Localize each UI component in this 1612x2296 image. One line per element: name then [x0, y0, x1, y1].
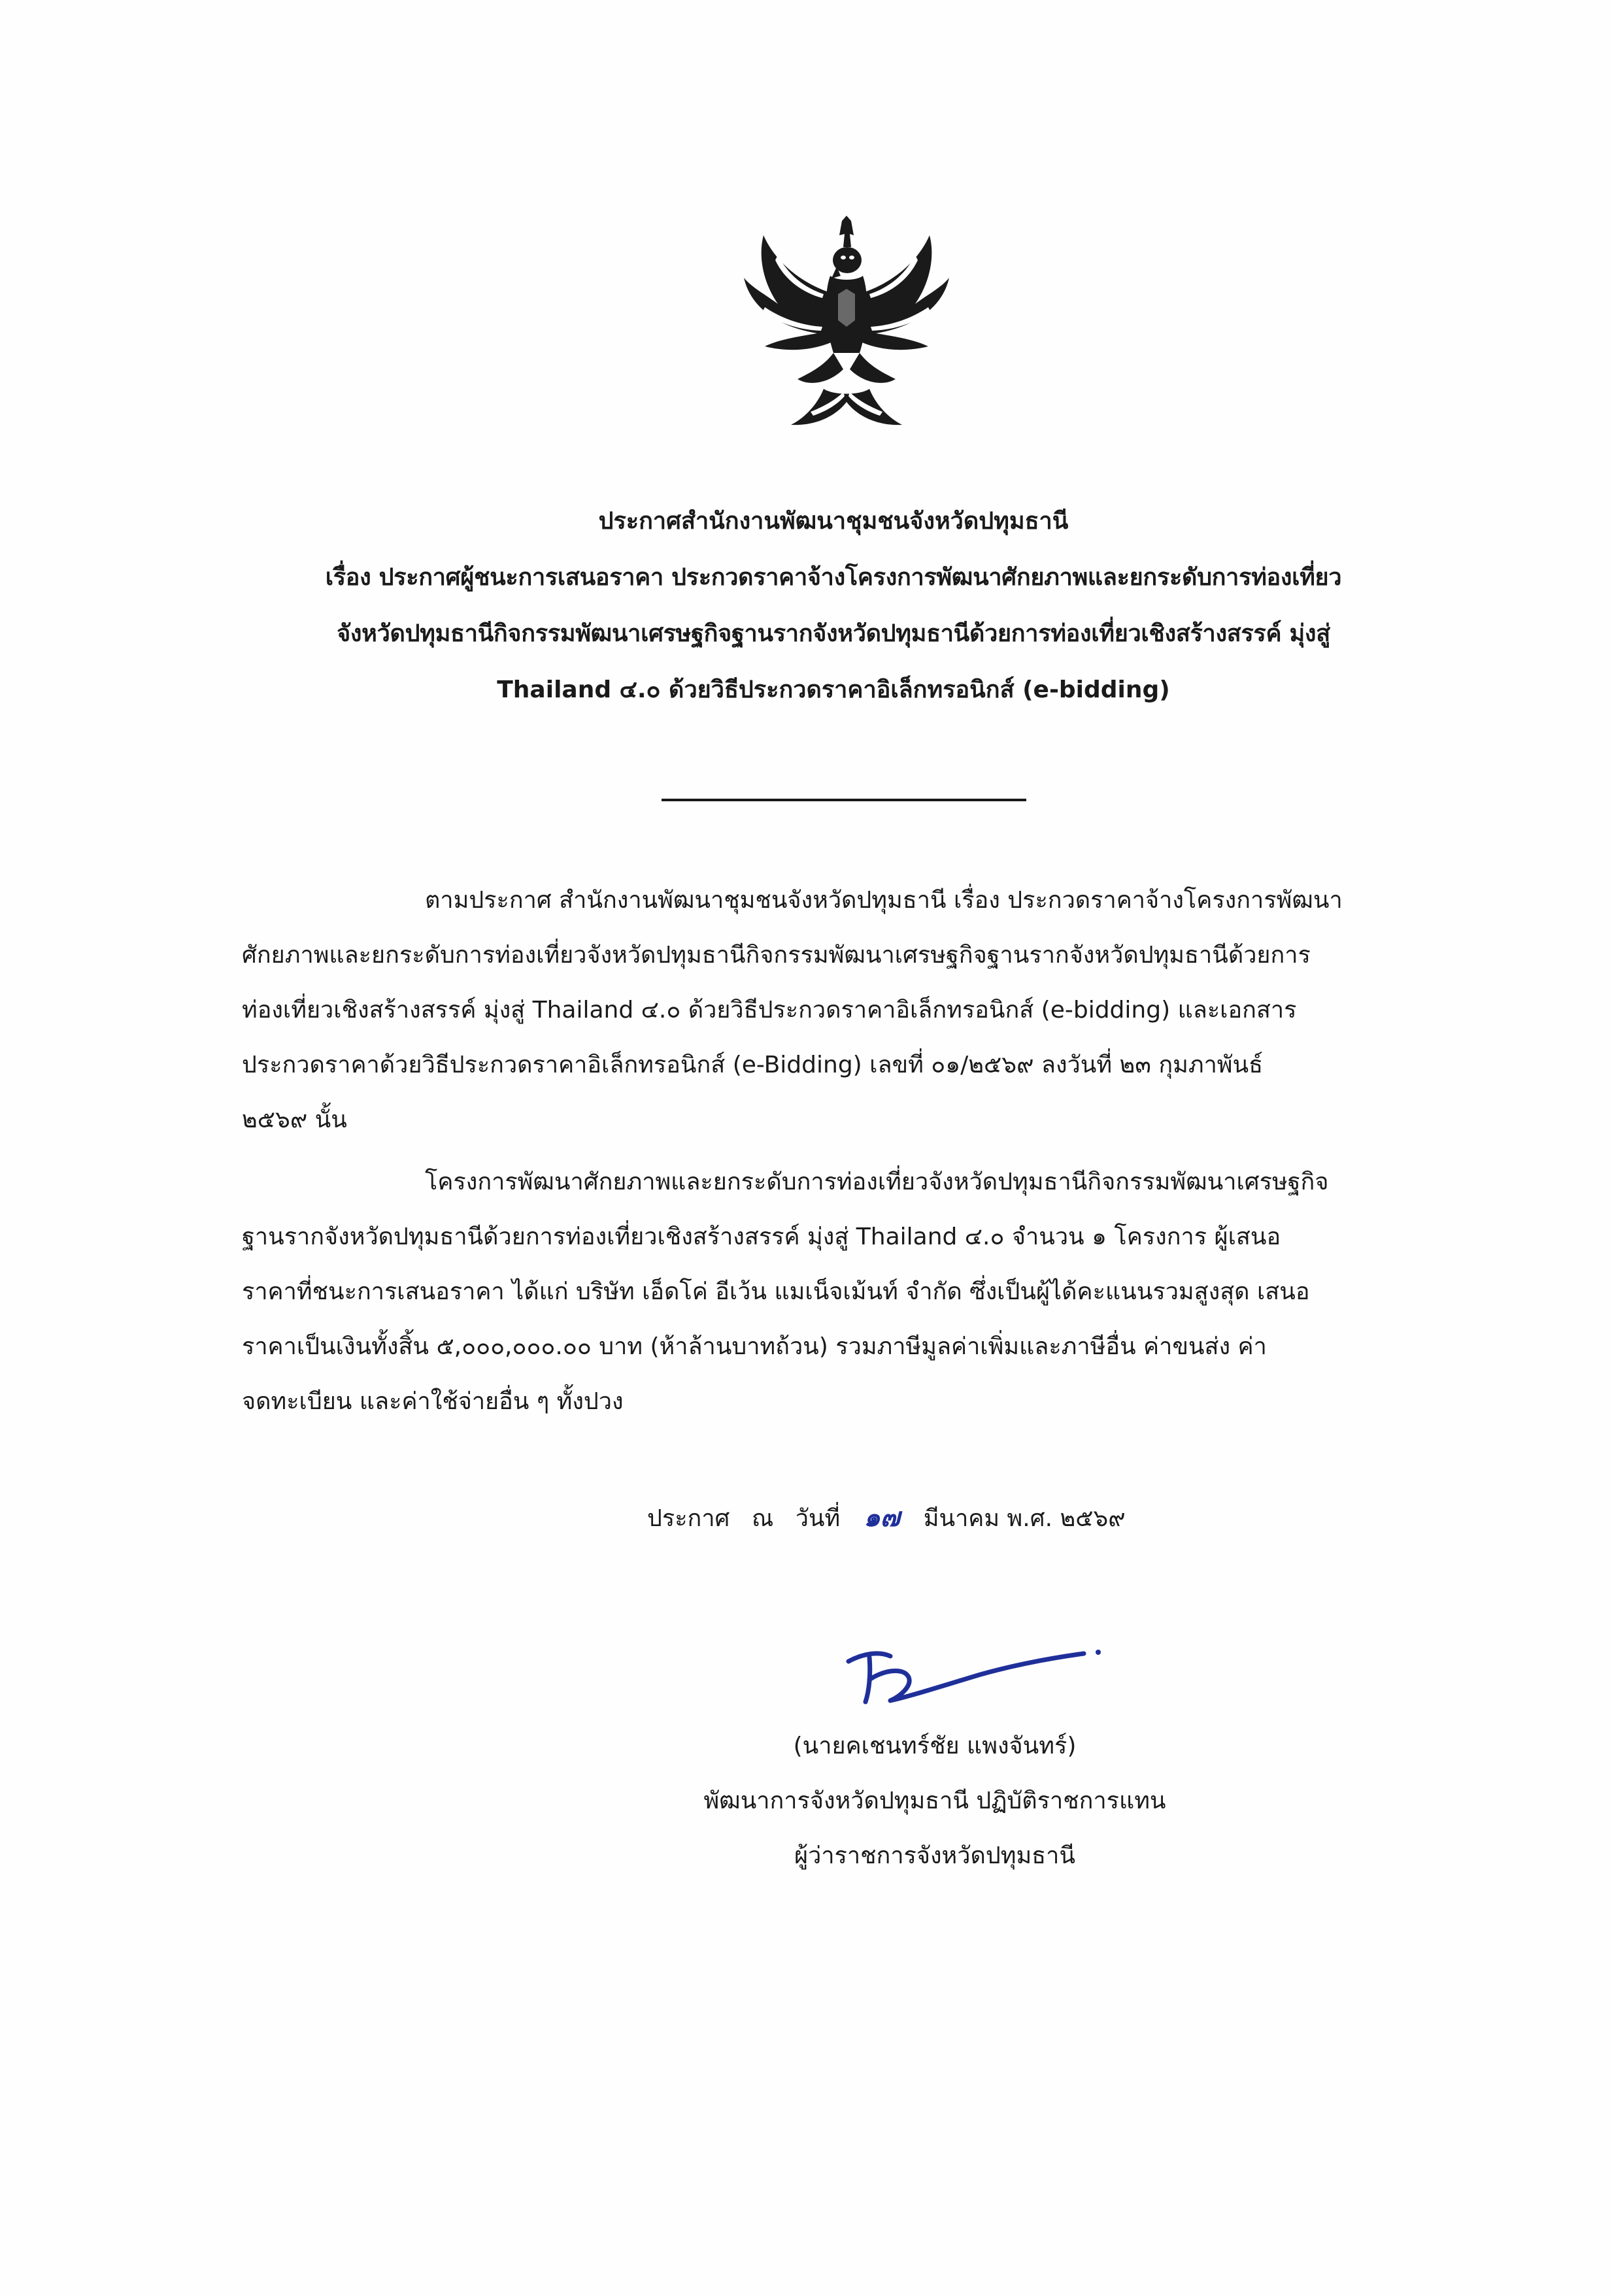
heading-subject-line-1: เรื่อง ประกาศผู้ชนะการเสนอราคา ประกวดราคาจ้างโครงการพัฒนาศักยภาพและยกระดับการท่องเที่ยว	[325, 564, 1342, 591]
handwritten-signature	[843, 1634, 1105, 1712]
handwritten-day: ๑๗	[864, 1503, 900, 1533]
paragraph-line: ฐานรากจังหวัดปทุมธานีด้วยการท่องเที่ยวเชิงสร้างสรรค์ มุ่งสู่ Thailand ๔.๐ จำนวน ๑ โครงการ ผู้เสนอ	[242, 1223, 1281, 1250]
document-heading	[235, 493, 1432, 718]
paragraph-line: ราคาที่ชนะการเสนอราคา ได้แก่ บริษัท เอ็ดโค่ อีเว้น แมเน็จเม้นท์ จำกัด ซึ่งเป็นผู้ได้คะแนนรวมสูงสุด เสนอ	[242, 1278, 1310, 1305]
signer-name: (นายคเชนทร์ชัย แพงจันทร์)	[793, 1733, 1077, 1759]
garuda-emblem-icon	[739, 216, 954, 441]
heading-title: ประกาศสำนักงานพัฒนาชุมชนจังหวัดปทุมธานี	[598, 508, 1069, 535]
heading-subject-line-2: จังหวัดปทุมธานีกิจกรรมพัฒนาเศรษฐกิจฐานรากจังหวัดปทุมธานีด้วยการท่องเที่ยวเชิงสร้างสรรค์ มุ่งสู่	[337, 620, 1330, 647]
paragraph-line: ๒๕๖๙ นั้น	[242, 1106, 347, 1133]
paragraph-line: ประกวดราคาด้วยวิธีประกวดราคาอิเล็กทรอนิกส์ (e-Bidding) เลขที่ ๐๑/๒๕๖๙ ลงวันที่ ๒๓ กุมภาพันธ์	[242, 1052, 1264, 1078]
announce-month-year: มีนาคม พ.ศ. ๒๕๖๙	[923, 1505, 1126, 1532]
announce-at: ณ	[751, 1505, 774, 1532]
paragraph-line: โครงการพัฒนาศักยภาพและยกระดับการท่องเที่ยวจังหวัดปทุมธานีกิจกรรมพัฒนาเศรษฐกิจ	[425, 1169, 1329, 1195]
paragraph-line: ราคาเป็นเงินทั้งสิ้น ๕,๐๐๐,๐๐๐.๐๐ บาท (ห้าล้านบาทถ้วน) รวมภาษีมูลค่าเพิ่มและภาษีอื่น ค่าขนส่ง ค่า	[242, 1333, 1267, 1360]
signer-block	[693, 1719, 1177, 1884]
announce-day-label: วันที่	[795, 1505, 841, 1532]
paragraph-line: ตามประกาศ สำนักงานพัฒนาชุมชนจังหวัดปทุมธานี เรื่อง ประกวดราคาจ้างโครงการพัฒนา	[425, 887, 1343, 914]
paragraph-line: จดทะเบียน และค่าใช้จ่ายอื่น ๆ ทั้งปวง	[242, 1388, 624, 1415]
announcement-date	[647, 1490, 1140, 1546]
heading-divider	[662, 799, 1026, 801]
paragraph-line: ท่องเที่ยวเชิงสร้างสรรค์ มุ่งสู่ Thailand ๔.๐ ด้วยวิธีประกวดราคาอิเล็กทรอนิกส์ (e-bidding) และเอกสาร	[242, 997, 1297, 1023]
signer-position-on-behalf: ผู้ว่าราชการจังหวัดปทุมธานี	[794, 1842, 1075, 1869]
paragraph-winner	[242, 1155, 1432, 1429]
signer-position: พัฒนาการจังหวัดปทุมธานี ปฏิบัติราชการแทน	[703, 1788, 1166, 1814]
heading-subject-line-3: Thailand ๔.๐ ด้วยวิธีประกวดราคาอิเล็กทรอนิกส์ (e-bidding)	[497, 676, 1170, 703]
paragraph-line: ศักยภาพและยกระดับการท่องเที่ยวจังหวัดปทุมธานีกิจกรรมพัฒนาเศรษฐกิจฐานรากจังหวัดปทุมธานีด้วยการ	[242, 942, 1311, 969]
paragraph-reference	[242, 873, 1432, 1148]
announce-label: ประกาศ	[647, 1505, 730, 1532]
